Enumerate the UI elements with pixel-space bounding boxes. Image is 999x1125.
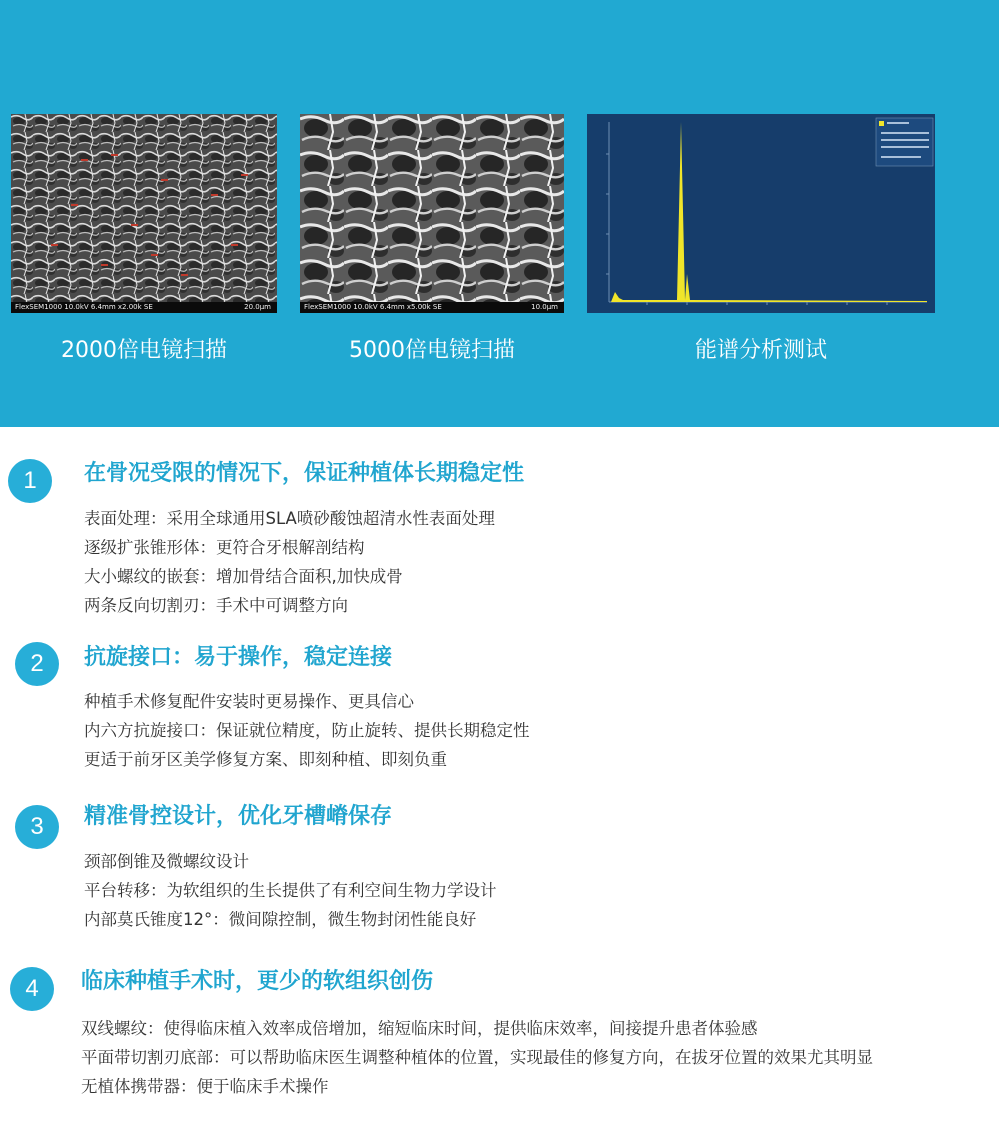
section-number-badge: 4 bbox=[10, 967, 54, 1011]
section-line: 种植手术修复配件安装时更易操作、更具信心 bbox=[84, 692, 414, 711]
section-title: 在骨况受限的情况下，保证种植体长期稳定性 bbox=[84, 461, 525, 486]
top-banner bbox=[0, 0, 999, 427]
section-number-badge: 1 bbox=[8, 459, 52, 503]
section-line: 逐级扩张锥形体：更符合牙根解剖结构 bbox=[84, 538, 365, 557]
section-line: 颈部倒锥及微螺纹设计 bbox=[84, 852, 249, 871]
sem-overlay-text: FlexSEM1000 10.0kV 6.4mm x2.00k SE bbox=[15, 303, 153, 311]
section-line: 大小螺纹的嵌套：增加骨结合面积,加快成骨 bbox=[84, 567, 403, 586]
section-title: 临床种植手术时，更少的软组织创伤 bbox=[81, 969, 434, 994]
section-title: 精准骨控设计，优化牙槽嵴保存 bbox=[84, 804, 393, 829]
section-line: 双线螺纹：使得临床植入效率成倍增加，缩短临床时间，提供临床效率，间接提升患者体验感 bbox=[81, 1019, 758, 1038]
section-line: 表面处理：采用全球通用SLA喷砂酸蚀超清水性表面处理 bbox=[84, 509, 495, 528]
sem-info-bar bbox=[300, 302, 564, 313]
sem-overlay-text: FlexSEM1000 10.0kV 6.4mm x5.00k SE bbox=[304, 303, 442, 311]
sem-scale-label: 20.0μm bbox=[244, 303, 271, 311]
sem-image-2000x bbox=[11, 114, 277, 313]
sem-info-bar bbox=[11, 302, 277, 313]
edx-spectrum-graphic bbox=[587, 114, 935, 313]
section-line: 内部莫氏锥度12°：微间隙控制，微生物封闭性能良好 bbox=[84, 910, 477, 929]
section-line: 两条反向切割刃：手术中可调整方向 bbox=[84, 596, 348, 615]
edx-spectrum-image bbox=[587, 114, 935, 313]
section-line: 更适于前牙区美学修复方案、即刻种植、即刻负重 bbox=[84, 750, 447, 769]
section-line: 无植体携带器：便于临床手术操作 bbox=[81, 1077, 329, 1096]
caption-edx-test: 能谱分析测试 bbox=[694, 338, 827, 363]
caption-sem-2000x: 2000倍电镜扫描 bbox=[61, 338, 227, 363]
section-line-list bbox=[81, 1014, 873, 1101]
sem-texture-2000x bbox=[11, 114, 277, 313]
sem-scale-label: 10.0μm bbox=[531, 303, 558, 311]
section-line-list bbox=[84, 847, 497, 934]
section-title: 抗旋接口：易于操作，稳定连接 bbox=[84, 645, 393, 670]
section-line: 平台转移：为软组织的生长提供了有利空间生物力学设计 bbox=[84, 881, 497, 900]
section-number-badge: 2 bbox=[15, 642, 59, 686]
sem-texture-5000x bbox=[300, 114, 564, 313]
caption-sem-5000x: 5000倍电镜扫描 bbox=[349, 338, 515, 363]
section-line: 平面带切割刃底部：可以帮助临床医生调整种植体的位置，实现最佳的修复方向，在拔牙位置的效果尤其明显 bbox=[81, 1048, 873, 1067]
section-number-badge: 3 bbox=[15, 805, 59, 849]
section-line-list bbox=[84, 504, 495, 620]
section-line-list bbox=[84, 687, 530, 774]
sem-image-5000x bbox=[300, 114, 564, 313]
section-line: 内六方抗旋接口：保证就位精度，防止旋转、提供长期稳定性 bbox=[84, 721, 530, 740]
